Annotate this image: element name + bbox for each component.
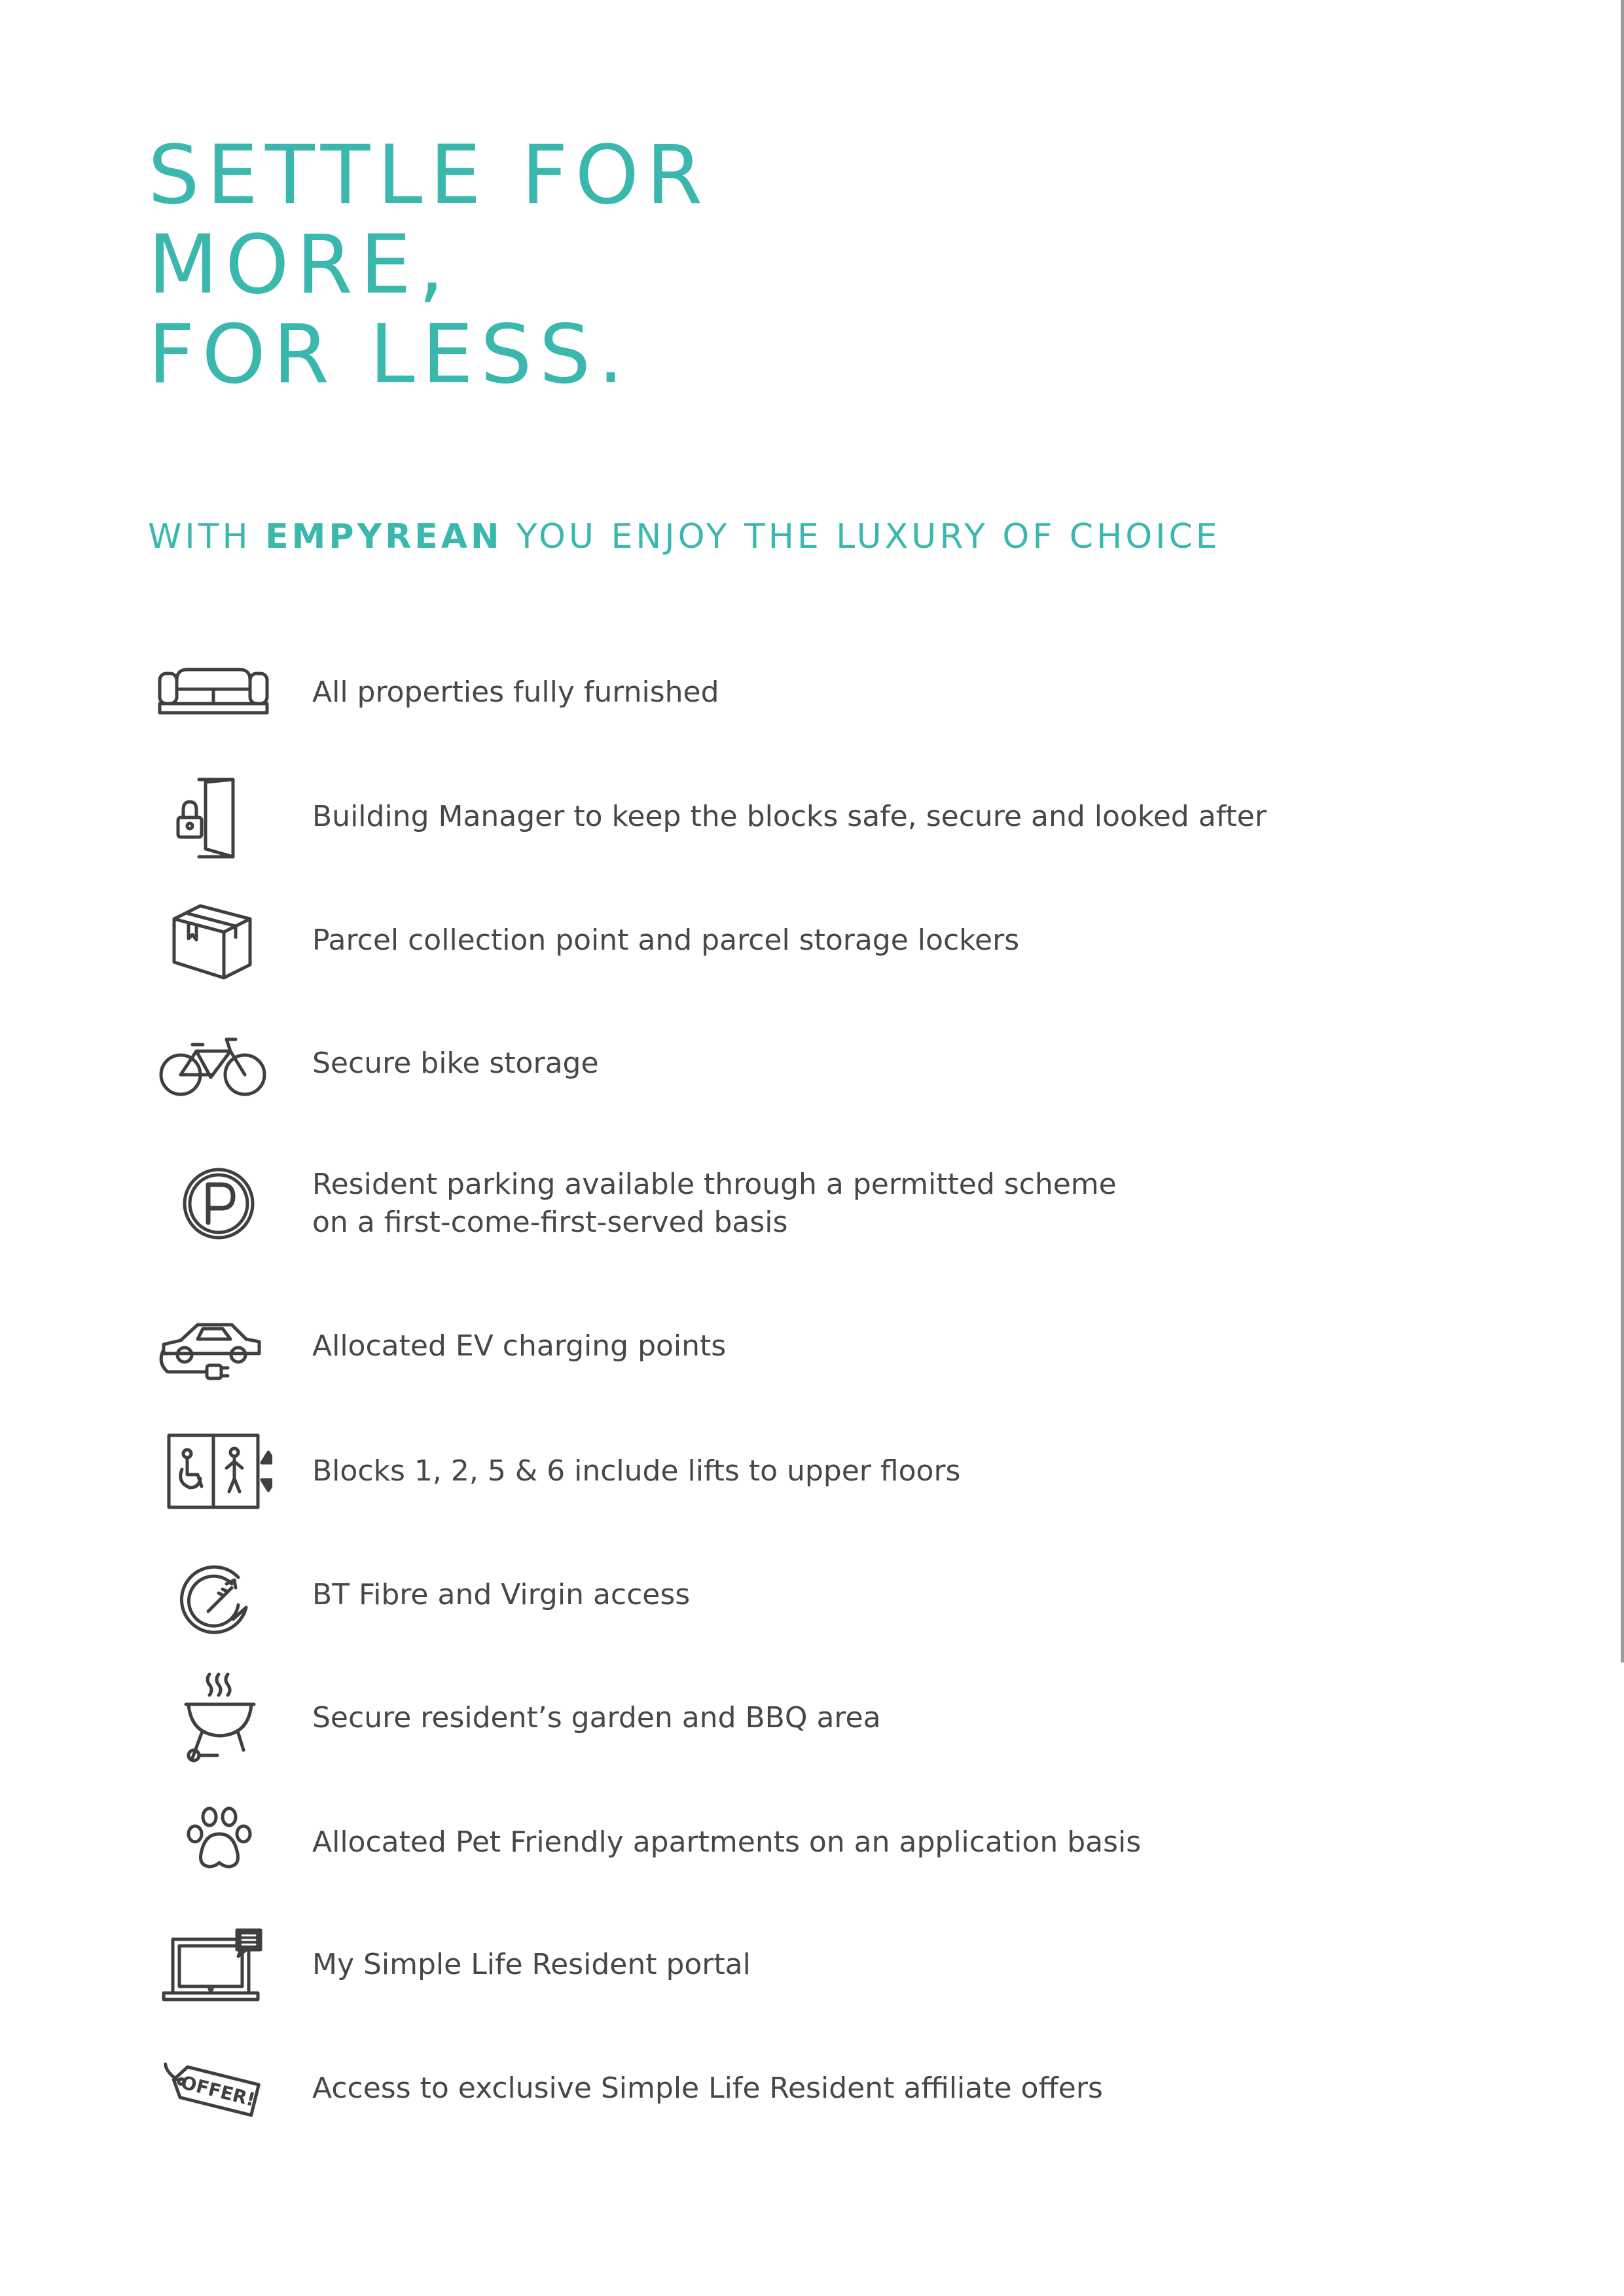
offer-tag-text: OFFER!	[179, 2071, 258, 2111]
laptop-portal-icon	[154, 1916, 272, 2014]
feature-label: Parcel collection point and parcel storage lockers	[312, 924, 1020, 957]
subheading	[148, 517, 1221, 556]
feature-label: Allocated Pet Friendly apartments on an application basis	[312, 1825, 1142, 1859]
feature-item-parking	[148, 1155, 1457, 1253]
feature-label: Building Manager to keep the blocks safe, secure and looked after	[312, 800, 1267, 833]
feature-item-bbq	[148, 1669, 1457, 1767]
feature-item-furnished	[148, 643, 1457, 742]
subheading-suffix: YOU ENJOY THE LUXURY OF CHOICE	[502, 517, 1221, 556]
feature-item-fibre	[148, 1546, 1457, 1644]
fibre-broadband-icon	[154, 1546, 272, 1644]
feature-label: Resident parking available through a permitted scheme on a first-come-first-served basis	[312, 1168, 1117, 1239]
parcel-box-icon	[154, 891, 272, 990]
feature-item-offers	[148, 2039, 1457, 2138]
feature-item-parcels	[148, 891, 1457, 990]
sofa-icon	[154, 643, 272, 742]
parking-icon	[154, 1155, 272, 1253]
subheading-prefix: WITH	[148, 517, 266, 556]
feature-label: Allocated EV charging points	[312, 1329, 727, 1363]
feature-item-portal	[148, 1916, 1457, 2014]
paw-print-icon	[154, 1793, 272, 1892]
feature-label: Access to exclusive Simple Life Resident affiliate offers	[312, 2072, 1103, 2105]
brand-name: EMPYREAN	[265, 517, 503, 556]
lift-icon	[154, 1422, 272, 1520]
feature-item-bike	[148, 1014, 1457, 1113]
title-line-3: FOR LESS.	[148, 308, 631, 402]
feature-item-ev-charging	[148, 1297, 1457, 1395]
feature-item-pets	[148, 1793, 1457, 1892]
feature-item-lifts	[148, 1422, 1457, 1520]
feature-label: Secure resident’s garden and BBQ area	[312, 1701, 881, 1734]
bicycle-icon	[154, 1014, 272, 1113]
feature-label: BT Fibre and Virgin access	[312, 1578, 691, 1611]
feature-item-building-manager	[148, 768, 1457, 866]
title-line-1: SETTLE FOR	[148, 128, 710, 223]
feature-label: Blocks 1, 2, 5 & 6 include lifts to upper floors	[312, 1454, 961, 1488]
title-line-2: MORE,	[148, 218, 452, 312]
feature-label: All properties fully furnished	[312, 675, 719, 709]
ev-charging-car-icon	[154, 1297, 272, 1395]
bbq-grill-icon	[154, 1669, 272, 1767]
page-edge-line	[1621, 0, 1624, 1662]
page-title	[148, 128, 710, 402]
offer-tag-icon	[154, 2039, 272, 2138]
feature-label: My Simple Life Resident portal	[312, 1948, 751, 1981]
locked-door-icon	[154, 768, 272, 866]
feature-label: Secure bike storage	[312, 1047, 599, 1080]
